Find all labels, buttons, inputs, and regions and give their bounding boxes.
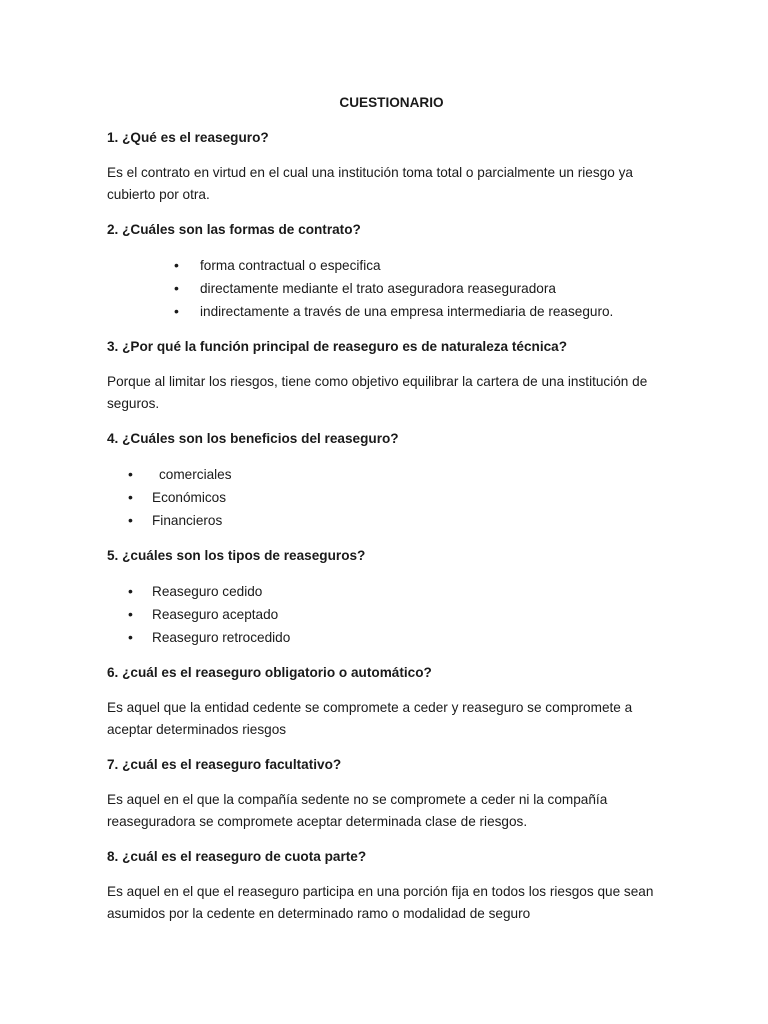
question-6: 6. ¿cuál es el reaseguro obligatorio o automático? [107,665,432,680]
document-title: CUESTIONARIO [339,95,444,110]
answer-3: Porque al limitar los riesgos, tiene como objetivo equilibrar la cartera de una institución de seguros. [107,374,648,411]
question-3: 3. ¿Por qué la función principal de reaseguro es de naturaleza técnica? [107,339,568,354]
list-item-text: Reaseguro aceptado [152,607,279,622]
list-item-text: Económicos [152,490,227,505]
question-8: 8. ¿cuál es el reaseguro de cuota parte? [107,849,367,864]
question-7: 7. ¿cuál es el reaseguro facultativo? [107,757,342,772]
list-item [107,300,658,323]
bullet-icon: • [128,489,133,505]
list-item-text: comerciales [159,467,232,482]
bullet-icon: • [174,280,179,296]
list-item [107,486,658,509]
list-item-text: Reaseguro cedido [152,584,263,599]
reinsurance-types-list [107,580,658,649]
question-1: 1. ¿Qué es el reaseguro? [107,130,269,145]
list-item [107,254,658,277]
answer-6: Es aquel que la entidad cedente se compromete a ceder y reaseguro se compromete a aceptar determinados riesgos [107,700,633,737]
list-item-text: Financieros [152,513,223,528]
list-item [107,463,658,486]
bullet-icon: • [128,629,133,645]
list-item-text: indirectamente a través de una empresa intermediaria de reaseguro. [200,304,614,319]
bullet-icon: • [128,466,133,482]
benefits-list [107,463,658,532]
answer-1: Es el contrato en virtud en el cual una institución toma total o parcialmente un riesgo ya cubierto por otra. [107,165,633,202]
list-item-text: forma contractual o especifica [200,258,381,273]
bullet-icon: • [128,606,133,622]
question-2: 2. ¿Cuáles son las formas de contrato? [107,222,361,237]
question-5: 5. ¿cuáles son los tipos de reaseguros? [107,548,366,563]
bullet-icon: • [174,303,179,319]
bullet-icon: • [128,583,133,599]
bullet-icon: • [128,512,133,528]
bullet-icon: • [174,257,179,273]
list-item [107,603,658,626]
list-item [107,626,658,649]
list-item [107,580,658,603]
answer-7: Es aquel en el que la compañía sedente no se compromete a ceder ni la compañía reaseguradora se compromete aceptar determinada clase de riesgos. [107,792,608,829]
answer-8: Es aquel en el que el reaseguro participa en una porción fija en todos los riesgos que sean asumidos por la cedente en determinado ramo o modalidad de seguro [107,884,654,921]
list-item [107,277,658,300]
question-4: 4. ¿Cuáles son los beneficios del reaseguro? [107,431,399,446]
list-item-text: directamente mediante el trato aseguradora reaseguradora [200,281,556,296]
list-item-text: Reaseguro retrocedido [152,630,291,645]
contract-forms-list [107,254,658,323]
list-item [107,509,658,532]
